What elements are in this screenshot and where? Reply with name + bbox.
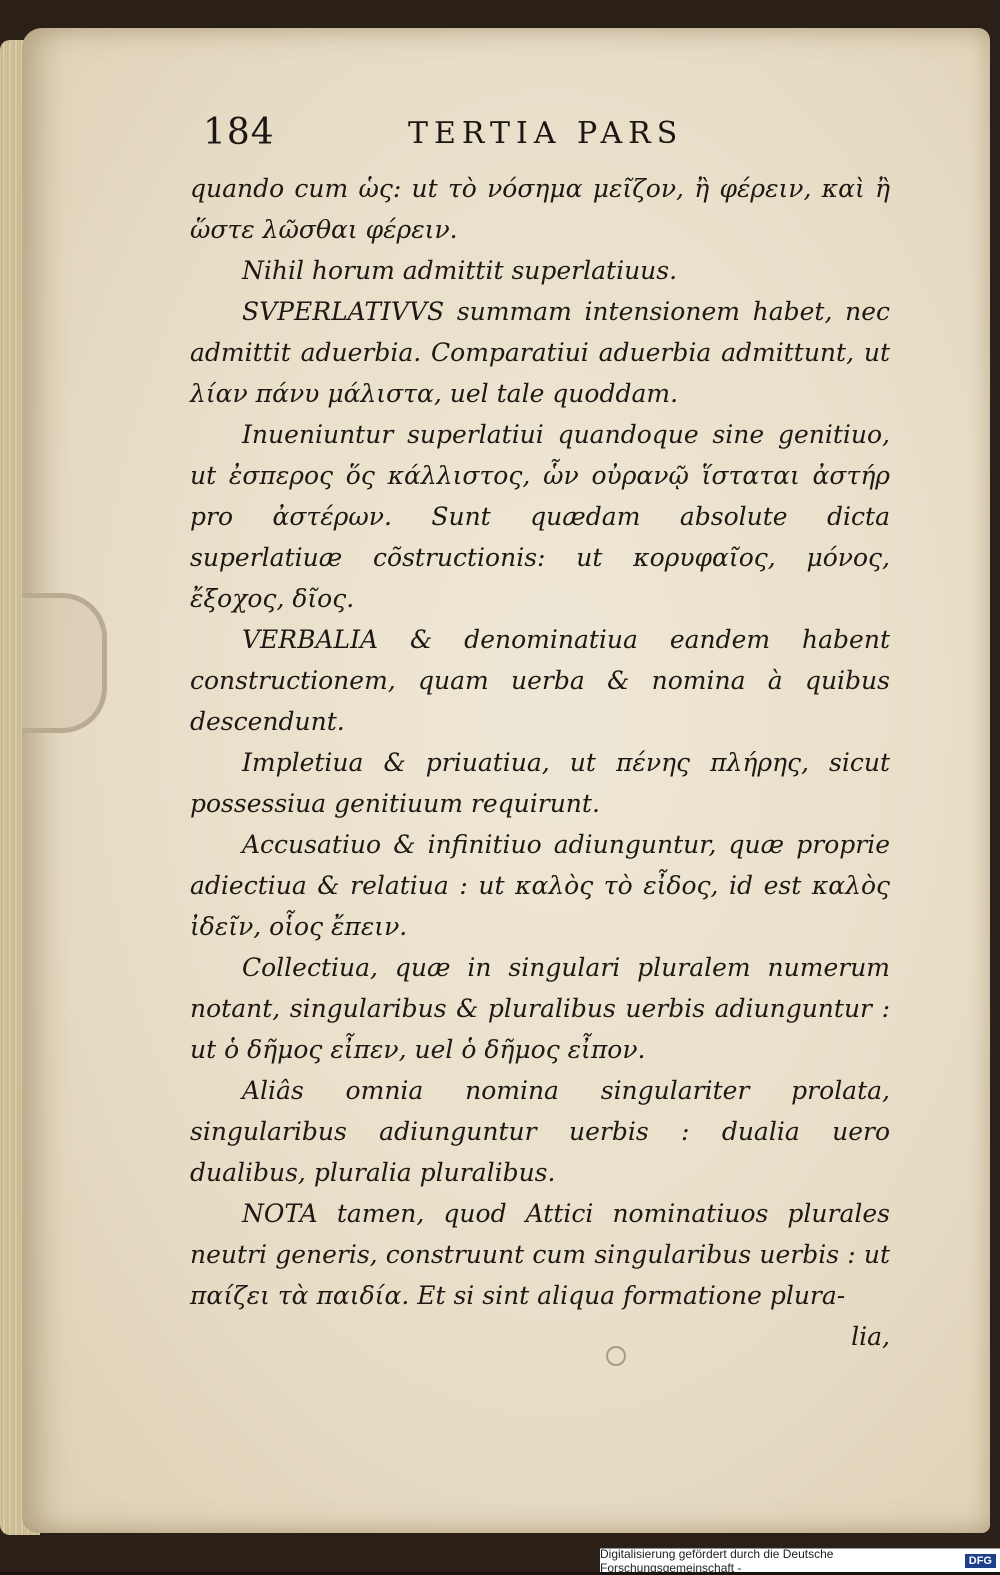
paragraph: quando cum ὡς: ut τὸ νόσημα μεῖζον, ἢ φέρειν, καὶ ἢ ὥστε λῶσθαι φέρειν. [190, 174, 890, 244]
paragraph: Accusatiuo & infinitiuo adiunguntur, quæ proprie adiectiua & relatiua : ut καλὸς τὸ εἶδος, id est καλὸς ἰδεῖν, οἷος ἔπειν. [190, 830, 890, 941]
footer-text: Digitalisierung gefördert durch die Deutsche Forschungsgemeinschaft - [600, 1546, 834, 1575]
text-block [190, 168, 890, 1357]
paragraph: Collectiua, quæ in singulari pluralem numerum notant, singularibus & pluralibus uerbis adiunguntur : ut ὁ δῆμος εἶπεν, uel ὁ δῆμος εἶπον. [190, 953, 890, 1064]
paragraph: Impletiua & priuatiua, ut πένης πλήρης, sicut possessiua genitiuum requirunt. [190, 748, 890, 818]
running-head: TERTIA PARS [408, 116, 684, 151]
paragraph: Aliâs omnia nomina singulariter prolata, singularibus adiunguntur uerbis : dualia uero dualibus, pluralia pluralibus. [190, 1076, 890, 1187]
page-header [203, 112, 893, 162]
page-blemish [606, 1346, 626, 1366]
paragraph: NOTA tamen, quod Attici nominatiuos plurales neutri generis, construunt cum singularibus uerbis : ut παίζει τὰ παιδία. Et si sint aliqua formatione plura- [190, 1199, 890, 1310]
paragraph: Inueniuntur superlatiui quandoque sine genitiuo, ut ἐσπερος ὅς κάλλιστος, ὧν οὐρανῷ ἵσταται ἀστήρ pro ἀστέρων. Sunt quædam absolute dicta superlatiuæ cõstructionis: ut κορυφαῖος, μόνος, ἔξοχος, δῖος. [190, 420, 890, 613]
paragraph: Nihil horum admittit superlatiuus. [242, 256, 678, 285]
digitization-footer [600, 1546, 1000, 1575]
paragraph: SVPERLATIVVS summam intensionem habet, nec admittit aduerbia. Comparatiui aduerbia admittunt, ut λίαν πάνυ μάλιστα, uel tale quoddam. [190, 297, 890, 408]
folio-number: 184 [203, 112, 275, 153]
page-clip [22, 593, 107, 733]
dfg-logo: DFG [965, 1554, 996, 1568]
paragraph: VERBALIA & denominatiua eandem habent constructionem, quam uerba & nomina à quibus descendunt. [190, 625, 890, 736]
catchword: lia, [851, 1322, 890, 1351]
